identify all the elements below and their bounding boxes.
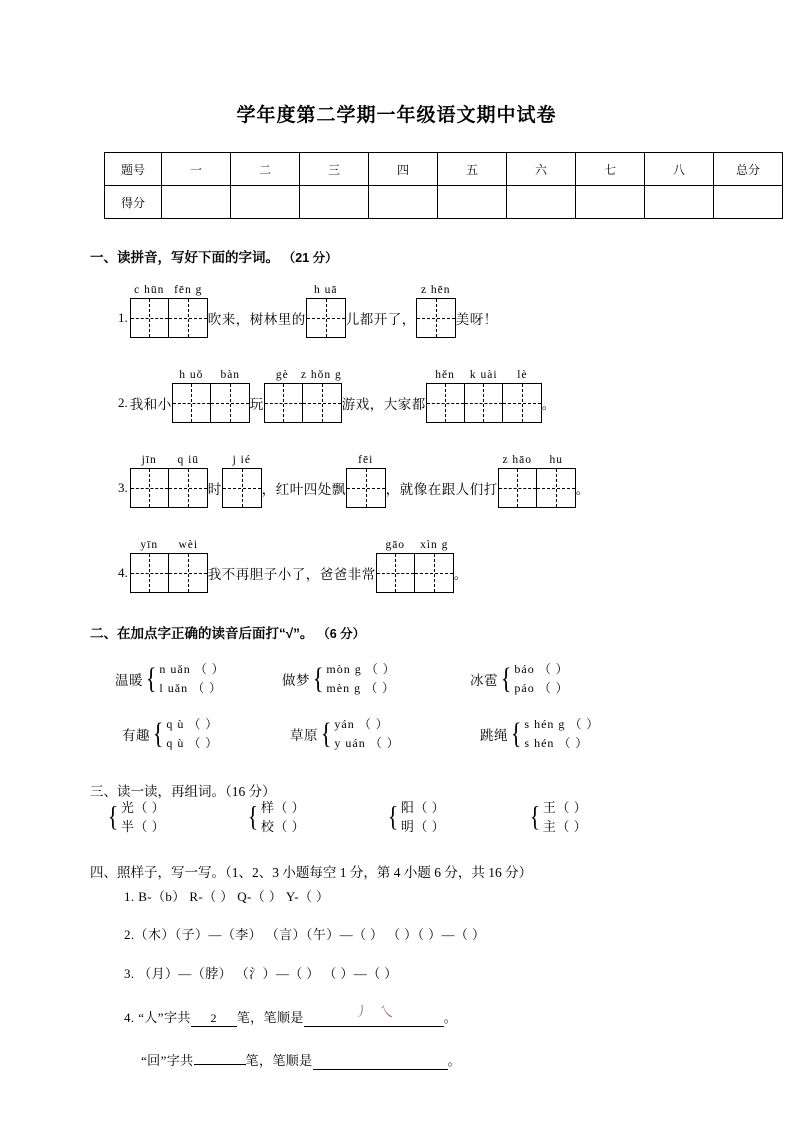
pinyin-label bbox=[346, 452, 386, 468]
pinyin-label bbox=[306, 282, 346, 298]
pinyin-grid-block[interactable] bbox=[416, 282, 456, 338]
choice-option[interactable]: n uǎn （ ） bbox=[159, 662, 225, 676]
writing-grid-cell[interactable] bbox=[211, 384, 249, 422]
pinyin-syllable: wèi bbox=[178, 539, 199, 551]
choice-options bbox=[326, 660, 395, 698]
writing-grid-cell[interactable] bbox=[503, 384, 541, 422]
table-row-scores bbox=[105, 186, 783, 219]
pinyin-syllable: h uǒ bbox=[179, 369, 204, 381]
writing-grid-cell[interactable] bbox=[131, 554, 169, 592]
pinyin-syllable: k uài bbox=[469, 369, 498, 381]
score-table-col-0: 一 bbox=[162, 153, 231, 186]
writing-grid-cell[interactable] bbox=[169, 469, 207, 507]
choice-word: 有趣 bbox=[122, 728, 150, 743]
choice-option[interactable]: y uán （ ） bbox=[334, 736, 400, 750]
row-number: 1. bbox=[118, 310, 128, 325]
writing-grid-cell[interactable] bbox=[265, 384, 303, 422]
section-1-row-2 bbox=[118, 367, 556, 423]
word-option[interactable]: 阳（ ） bbox=[400, 800, 446, 815]
writing-grid-cell[interactable] bbox=[303, 384, 341, 422]
writing-grid-cell[interactable] bbox=[169, 554, 207, 592]
score-table-row-label-0: 题号 bbox=[105, 153, 162, 186]
writing-grid[interactable] bbox=[222, 468, 262, 508]
pinyin-grid-block[interactable] bbox=[222, 452, 262, 508]
writing-grid[interactable] bbox=[130, 553, 208, 593]
item-4b-prefix: “回”字共 bbox=[141, 1053, 194, 1068]
score-table-col-8: 总分 bbox=[714, 153, 783, 186]
section-1-row-1 bbox=[118, 282, 498, 338]
sentence-text: 美呀！ bbox=[455, 312, 498, 327]
writing-grid[interactable] bbox=[306, 298, 346, 338]
choice-word: 冰雹 bbox=[470, 673, 498, 688]
section-1-row-4 bbox=[118, 537, 468, 593]
pinyin-label bbox=[426, 367, 542, 383]
sentence-text: 游戏，大家都 bbox=[341, 397, 426, 412]
item-4a-prefix: 4. “人”字共 bbox=[124, 1010, 191, 1025]
brace-icon: { bbox=[107, 800, 119, 833]
pinyin-grid-block[interactable] bbox=[306, 282, 346, 338]
word-options bbox=[121, 798, 165, 836]
item-4b-stroke-count-blank[interactable] bbox=[194, 1064, 246, 1065]
score-cell-5[interactable] bbox=[507, 186, 576, 219]
brace-icon: { bbox=[247, 800, 259, 833]
writing-grid-cell[interactable] bbox=[347, 469, 385, 507]
item-4a-stroke-count-blank[interactable]: 2 bbox=[191, 1011, 237, 1027]
word-build-group bbox=[528, 798, 587, 836]
brace-icon: { bbox=[529, 800, 541, 833]
item-4b-end: 。 bbox=[447, 1053, 461, 1068]
score-table-col-1: 二 bbox=[231, 153, 300, 186]
choice-option[interactable]: yán （ ） bbox=[334, 717, 389, 731]
choice-word: 跳绳 bbox=[480, 728, 508, 743]
brace-icon: { bbox=[312, 662, 324, 696]
sentence-text: 。 bbox=[453, 567, 468, 582]
writing-grid[interactable] bbox=[172, 383, 250, 423]
pinyin-grid-block[interactable] bbox=[376, 537, 454, 593]
word-option[interactable]: 主（ ） bbox=[542, 819, 588, 834]
pinyin-label bbox=[130, 452, 208, 468]
word-option[interactable]: 校（ ） bbox=[260, 819, 306, 834]
writing-grid-cell[interactable] bbox=[465, 384, 503, 422]
row-number: 3. bbox=[118, 480, 128, 495]
section-4-item-2[interactable]: 2.（木）（子）—（李） （言）（午）—（ ） （ ）（ ）—（ ） bbox=[124, 927, 486, 942]
sentence-text: ，红叶四处飘 bbox=[261, 482, 346, 497]
pinyin-syllable: gè bbox=[275, 369, 289, 381]
pinyin-grid-block[interactable] bbox=[172, 367, 250, 423]
score-cell-6[interactable] bbox=[576, 186, 645, 219]
score-table-row-label-1: 得分 bbox=[105, 186, 162, 219]
score-table-col-4: 五 bbox=[438, 153, 507, 186]
writing-grid-cell[interactable] bbox=[169, 299, 207, 337]
pinyin-choice-group bbox=[470, 660, 569, 698]
section-1-row-3 bbox=[118, 452, 590, 508]
writing-grid-cell[interactable] bbox=[377, 554, 415, 592]
item-4b-stroke-order-blank[interactable] bbox=[313, 1053, 448, 1070]
writing-grid[interactable] bbox=[264, 383, 342, 423]
pinyin-syllable: h uā bbox=[314, 284, 338, 296]
sentence-text: ，就像在跟人们打 bbox=[385, 482, 498, 497]
choice-option[interactable]: l uǎn （ ） bbox=[159, 681, 223, 695]
word-option[interactable]: 光（ ） bbox=[120, 800, 166, 815]
pinyin-syllable: yīn bbox=[140, 539, 159, 551]
word-option[interactable]: 半（ ） bbox=[120, 819, 166, 834]
pinyin-syllable: c hūn bbox=[134, 284, 165, 296]
pinyin-grid-block[interactable] bbox=[130, 282, 208, 338]
word-option[interactable]: 王（ ） bbox=[542, 800, 588, 815]
score-table-col-3: 四 bbox=[369, 153, 438, 186]
pinyin-syllable: fēi bbox=[358, 454, 374, 466]
brace-icon: { bbox=[510, 717, 522, 751]
word-option[interactable]: 样（ ） bbox=[260, 800, 306, 815]
section-1-heading bbox=[90, 246, 338, 266]
sentence-text: 儿都开了， bbox=[345, 312, 416, 327]
pinyin-syllable: z hēn bbox=[420, 284, 451, 296]
pinyin-grid-block[interactable] bbox=[130, 537, 208, 593]
choice-options bbox=[159, 660, 224, 698]
word-options bbox=[261, 798, 305, 836]
pinyin-grid-block[interactable] bbox=[264, 367, 342, 423]
writing-grid-cell[interactable] bbox=[131, 469, 169, 507]
item-4a-handwritten-strokes: 丿乀 bbox=[355, 1004, 406, 1019]
choice-option[interactable]: mèn g （ ） bbox=[326, 681, 396, 695]
brace-icon: { bbox=[500, 662, 512, 696]
writing-grid[interactable] bbox=[416, 298, 456, 338]
pinyin-syllable: j ié bbox=[232, 454, 251, 466]
choice-option[interactable]: q ù （ ） bbox=[166, 736, 219, 750]
section-3-heading: 三、读一读，再组词。（16 分） bbox=[90, 784, 276, 799]
score-cell-8[interactable] bbox=[714, 186, 783, 219]
choice-options bbox=[166, 715, 218, 753]
pinyin-label bbox=[172, 367, 250, 383]
sentence-text: 。 bbox=[541, 397, 556, 412]
section-4-item-3[interactable]: 3. （月）—（脖） （氵）—（ ） （ ）—（ ） bbox=[124, 966, 398, 981]
word-option[interactable]: 明（ ） bbox=[400, 819, 446, 834]
pinyin-syllable: bàn bbox=[220, 369, 241, 381]
writing-grid-cell[interactable] bbox=[131, 299, 169, 337]
row-number: 2. bbox=[118, 395, 128, 410]
writing-grid-cell[interactable] bbox=[223, 469, 261, 507]
pinyin-choice-group bbox=[290, 715, 400, 753]
pinyin-label bbox=[130, 537, 208, 553]
section-4-item-4a[interactable] bbox=[124, 1007, 457, 1027]
writing-grid-cell[interactable] bbox=[173, 384, 211, 422]
pinyin-label bbox=[498, 452, 576, 468]
row-number: 4. bbox=[118, 565, 128, 580]
word-options bbox=[543, 798, 587, 836]
sentence-text: 时 bbox=[207, 482, 222, 497]
word-build-group bbox=[386, 798, 445, 836]
choice-option[interactable]: s hén （ ） bbox=[524, 736, 589, 750]
score-cell-3[interactable] bbox=[369, 186, 438, 219]
table-row-header bbox=[105, 153, 783, 186]
choice-option[interactable]: páo （ ） bbox=[514, 681, 569, 695]
choice-word: 做梦 bbox=[282, 673, 310, 688]
pinyin-syllable: xìn g bbox=[420, 539, 449, 551]
choice-word: 草原 bbox=[290, 728, 318, 743]
section-1-heading-text: 一、读拼音，写好下面的字词。 bbox=[90, 250, 279, 265]
choice-options bbox=[514, 660, 568, 698]
choice-option[interactable]: s hén g （ ） bbox=[524, 717, 600, 731]
pinyin-grid-block[interactable] bbox=[426, 367, 542, 423]
writing-grid[interactable] bbox=[426, 383, 542, 423]
sentence-text: 我和小 bbox=[129, 397, 172, 412]
sentence-text: 我不再胆子小了，爸爸非常 bbox=[207, 567, 376, 582]
choice-options bbox=[334, 715, 399, 753]
section-2-points: （6 分） bbox=[317, 627, 366, 641]
brace-icon: { bbox=[152, 717, 164, 751]
writing-grid[interactable] bbox=[346, 468, 386, 508]
brace-icon: { bbox=[387, 800, 399, 833]
writing-grid[interactable] bbox=[498, 468, 576, 508]
sentence-text: 吹来，树林里的 bbox=[207, 312, 306, 327]
section-2-heading-text: 二、在加点字正确的读音后面打“√”。 bbox=[90, 626, 314, 641]
brace-icon: { bbox=[320, 717, 332, 751]
pinyin-grid-block[interactable] bbox=[498, 452, 576, 508]
pinyin-choice-group bbox=[480, 715, 599, 753]
choice-options bbox=[524, 715, 599, 753]
writing-grid-cell[interactable] bbox=[415, 554, 453, 592]
pinyin-syllable: hu bbox=[549, 454, 563, 466]
writing-grid[interactable] bbox=[130, 468, 208, 508]
pinyin-syllable: jīn bbox=[141, 454, 157, 466]
pinyin-label bbox=[264, 367, 342, 383]
sentence-text: 玩 bbox=[249, 397, 264, 412]
section-4-heading: 四、照样子，写一写。（1、2、3 小题每空 1 分，第 4 小题 6 分，共 16 分） bbox=[90, 865, 533, 880]
writing-grid[interactable] bbox=[130, 298, 208, 338]
writing-grid-cell[interactable] bbox=[499, 469, 537, 507]
score-table-col-6: 七 bbox=[576, 153, 645, 186]
section-4-item-1[interactable]: 1. B-（b） R-（ ） Q-（ ） Y-（ ） bbox=[124, 889, 330, 904]
word-options bbox=[401, 798, 445, 836]
writing-grid-cell[interactable] bbox=[537, 469, 575, 507]
pinyin-label bbox=[376, 537, 454, 553]
writing-grid[interactable] bbox=[376, 553, 454, 593]
pinyin-syllable: gāo bbox=[385, 539, 406, 551]
score-cell-7[interactable] bbox=[645, 186, 714, 219]
score-table-col-2: 三 bbox=[300, 153, 369, 186]
word-build-group bbox=[246, 798, 305, 836]
choice-option[interactable]: báo （ ） bbox=[514, 662, 569, 676]
item-4b-middle: 笔，笔顺是 bbox=[245, 1053, 313, 1068]
score-table bbox=[104, 152, 783, 219]
writing-grid-cell[interactable] bbox=[427, 384, 465, 422]
word-build-group bbox=[106, 798, 165, 836]
section-2-heading bbox=[90, 622, 365, 642]
score-table-col-5: 六 bbox=[507, 153, 576, 186]
pinyin-syllable: z hāo bbox=[502, 454, 533, 466]
pinyin-grid-block[interactable] bbox=[130, 452, 208, 508]
pinyin-syllable: q iū bbox=[177, 454, 200, 466]
pinyin-syllable: hěn bbox=[435, 369, 455, 381]
writing-grid-cell[interactable] bbox=[417, 299, 455, 337]
pinyin-label bbox=[130, 282, 208, 298]
choice-option[interactable]: mòn g （ ） bbox=[326, 662, 396, 676]
writing-grid-cell[interactable] bbox=[307, 299, 345, 337]
sentence-text: 。 bbox=[575, 482, 590, 497]
score-table-col-7: 八 bbox=[645, 153, 714, 186]
section-1-points: （21 分） bbox=[282, 251, 338, 265]
item-4a-middle: 笔，笔顺是 bbox=[236, 1010, 304, 1025]
choice-option[interactable]: q ù （ ） bbox=[166, 717, 219, 731]
pinyin-syllable: lè bbox=[517, 369, 528, 381]
pinyin-choice-group bbox=[282, 660, 396, 698]
item-4a-end: 。 bbox=[443, 1010, 458, 1025]
score-cell-0[interactable] bbox=[162, 186, 231, 219]
score-cell-4[interactable] bbox=[438, 186, 507, 219]
choice-word: 温暖 bbox=[115, 673, 143, 688]
pinyin-choice-group bbox=[115, 660, 225, 698]
pinyin-grid-block[interactable] bbox=[346, 452, 386, 508]
pinyin-label bbox=[416, 282, 456, 298]
pinyin-syllable: z hǒn g bbox=[300, 369, 342, 381]
pinyin-label bbox=[222, 452, 262, 468]
score-cell-1[interactable] bbox=[231, 186, 300, 219]
pinyin-choice-group bbox=[122, 715, 218, 753]
score-cell-2[interactable] bbox=[300, 186, 369, 219]
page-title: 学年度第二学期一年级语文期中试卷 bbox=[236, 105, 557, 126]
section-4-item-4b[interactable] bbox=[141, 1050, 461, 1070]
brace-icon: { bbox=[145, 662, 157, 696]
pinyin-syllable: fēn g bbox=[174, 284, 203, 296]
